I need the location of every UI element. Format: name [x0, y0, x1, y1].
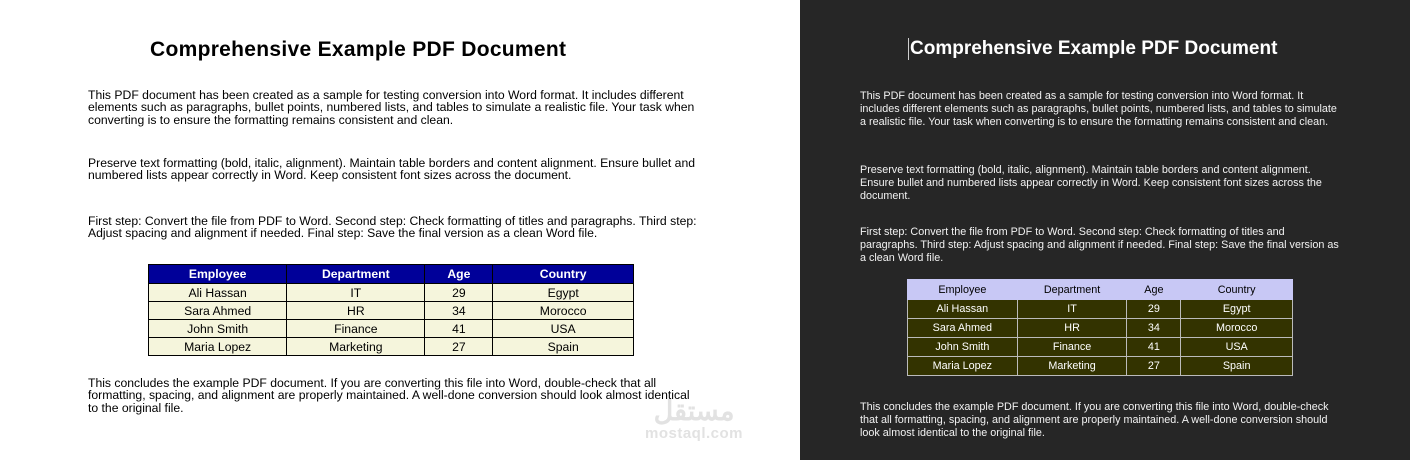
paragraph-conclusion: This concludes the example PDF document. If you are converting this file into Word, double-check that all formatting, spacing, and alignment are properly maintained. A well-done conversion should look almost identical to the original file. [88, 376, 690, 415]
employee-table[interactable] [907, 279, 1293, 376]
cell-age: 41 [425, 320, 493, 338]
cell-employee[interactable]: Maria Lopez [908, 357, 1018, 376]
cell-employee[interactable]: Sara Ahmed [908, 319, 1018, 338]
cell-employee: Ali Hassan [149, 284, 287, 302]
header-country: Country [493, 265, 634, 284]
cell-country[interactable]: Morocco [1181, 319, 1293, 338]
cell-employee: Maria Lopez [149, 338, 287, 356]
table-row [908, 319, 1293, 338]
cell-employee[interactable]: John Smith [908, 338, 1018, 357]
document-title[interactable]: Comprehensive Example PDF Document [910, 38, 1278, 59]
cell-country: Spain [493, 338, 634, 356]
watermark-latin: mostaql.com [645, 425, 744, 442]
header-department: Department [287, 265, 425, 284]
paragraph-intro: This PDF document has been created as a sample for testing conversion into Word format. It includes different elements such as paragraphs, bullet points, numbered lists, and tables to simulate a realistic file. Your task when converting is to ensure the formatting remains consistent and clean. [88, 88, 695, 127]
cell-department: Finance [287, 320, 425, 338]
cell-department[interactable]: IT [1017, 300, 1127, 319]
cell-age: 29 [425, 284, 493, 302]
table-row [149, 320, 634, 338]
header-department[interactable]: Department [1017, 280, 1127, 300]
table-row [908, 357, 1293, 376]
cell-age: 34 [425, 302, 493, 320]
cell-country: USA [493, 320, 634, 338]
paragraph-conclusion[interactable]: This concludes the example PDF document. If you are converting this file into Word, double-check that all formatting, spacing, and alignment are properly maintained. A well-done conversion should look almost identical to the original file. [860, 401, 1329, 439]
cell-age: 27 [425, 338, 493, 356]
table-header-row [908, 280, 1293, 300]
paragraph-steps[interactable]: First step: Convert the file from PDF to Word. Second step: Check formatting of titles and paragraphs. Third step: Adjust spacing and alignment if needed. Final step: Save the final version as a clean Word file. [860, 226, 1339, 264]
cell-country: Morocco [493, 302, 634, 320]
employee-table [148, 264, 634, 356]
table-row [908, 338, 1293, 357]
header-age: Age [425, 265, 493, 284]
header-age[interactable]: Age [1127, 280, 1181, 300]
watermark-arabic: مستقل [653, 396, 735, 426]
table-row [149, 284, 634, 302]
table-row [149, 302, 634, 320]
paragraph-intro[interactable]: This PDF document has been created as a sample for testing conversion into Word format. It includes different elements such as paragraphs, bullet points, numbered lists, and tables to simulate a realistic file. Your task when converting is to ensure the formatting remains consistent and clean. [860, 90, 1337, 128]
header-employee[interactable]: Employee [908, 280, 1018, 300]
table-row [908, 300, 1293, 319]
cell-country[interactable]: USA [1181, 338, 1293, 357]
cell-employee: Sara Ahmed [149, 302, 287, 320]
cell-department: Marketing [287, 338, 425, 356]
cell-employee[interactable]: Ali Hassan [908, 300, 1018, 319]
cell-age[interactable]: 41 [1127, 338, 1181, 357]
document-title: Comprehensive Example PDF Document [150, 38, 567, 61]
cell-department[interactable]: Finance [1017, 338, 1127, 357]
cell-department[interactable]: HR [1017, 319, 1127, 338]
cell-department[interactable]: Marketing [1017, 357, 1127, 376]
paragraph-steps: First step: Convert the file from PDF to Word. Second step: Check formatting of titles and paragraphs. Third step: Adjust spacing and alignment if needed. Final step: Save the final version as a clean Word file. [88, 214, 697, 241]
table-row [149, 338, 634, 356]
cell-employee: John Smith [149, 320, 287, 338]
text-cursor [908, 38, 909, 60]
header-employee: Employee [149, 265, 287, 284]
cell-department: HR [287, 302, 425, 320]
paragraph-formatting[interactable]: Preserve text formatting (bold, italic, alignment). Maintain table borders and content alignment. Ensure bullet and numbered lists appear correctly in Word. Keep consistent font sizes across the document. [860, 164, 1322, 202]
paragraph-formatting: Preserve text formatting (bold, italic, alignment). Maintain table borders and content alignment. Ensure bullet and numbered lists appear correctly in Word. Keep consistent font sizes across the document. [88, 156, 695, 183]
cell-country[interactable]: Egypt [1181, 300, 1293, 319]
cell-age[interactable]: 29 [1127, 300, 1181, 319]
cell-country[interactable]: Spain [1181, 357, 1293, 376]
cell-department: IT [287, 284, 425, 302]
header-country[interactable]: Country [1181, 280, 1293, 300]
cell-country: Egypt [493, 284, 634, 302]
cell-age[interactable]: 27 [1127, 357, 1181, 376]
cell-age[interactable]: 34 [1127, 319, 1181, 338]
table-header-row [149, 265, 634, 284]
word-preview-pane [800, 0, 1410, 460]
